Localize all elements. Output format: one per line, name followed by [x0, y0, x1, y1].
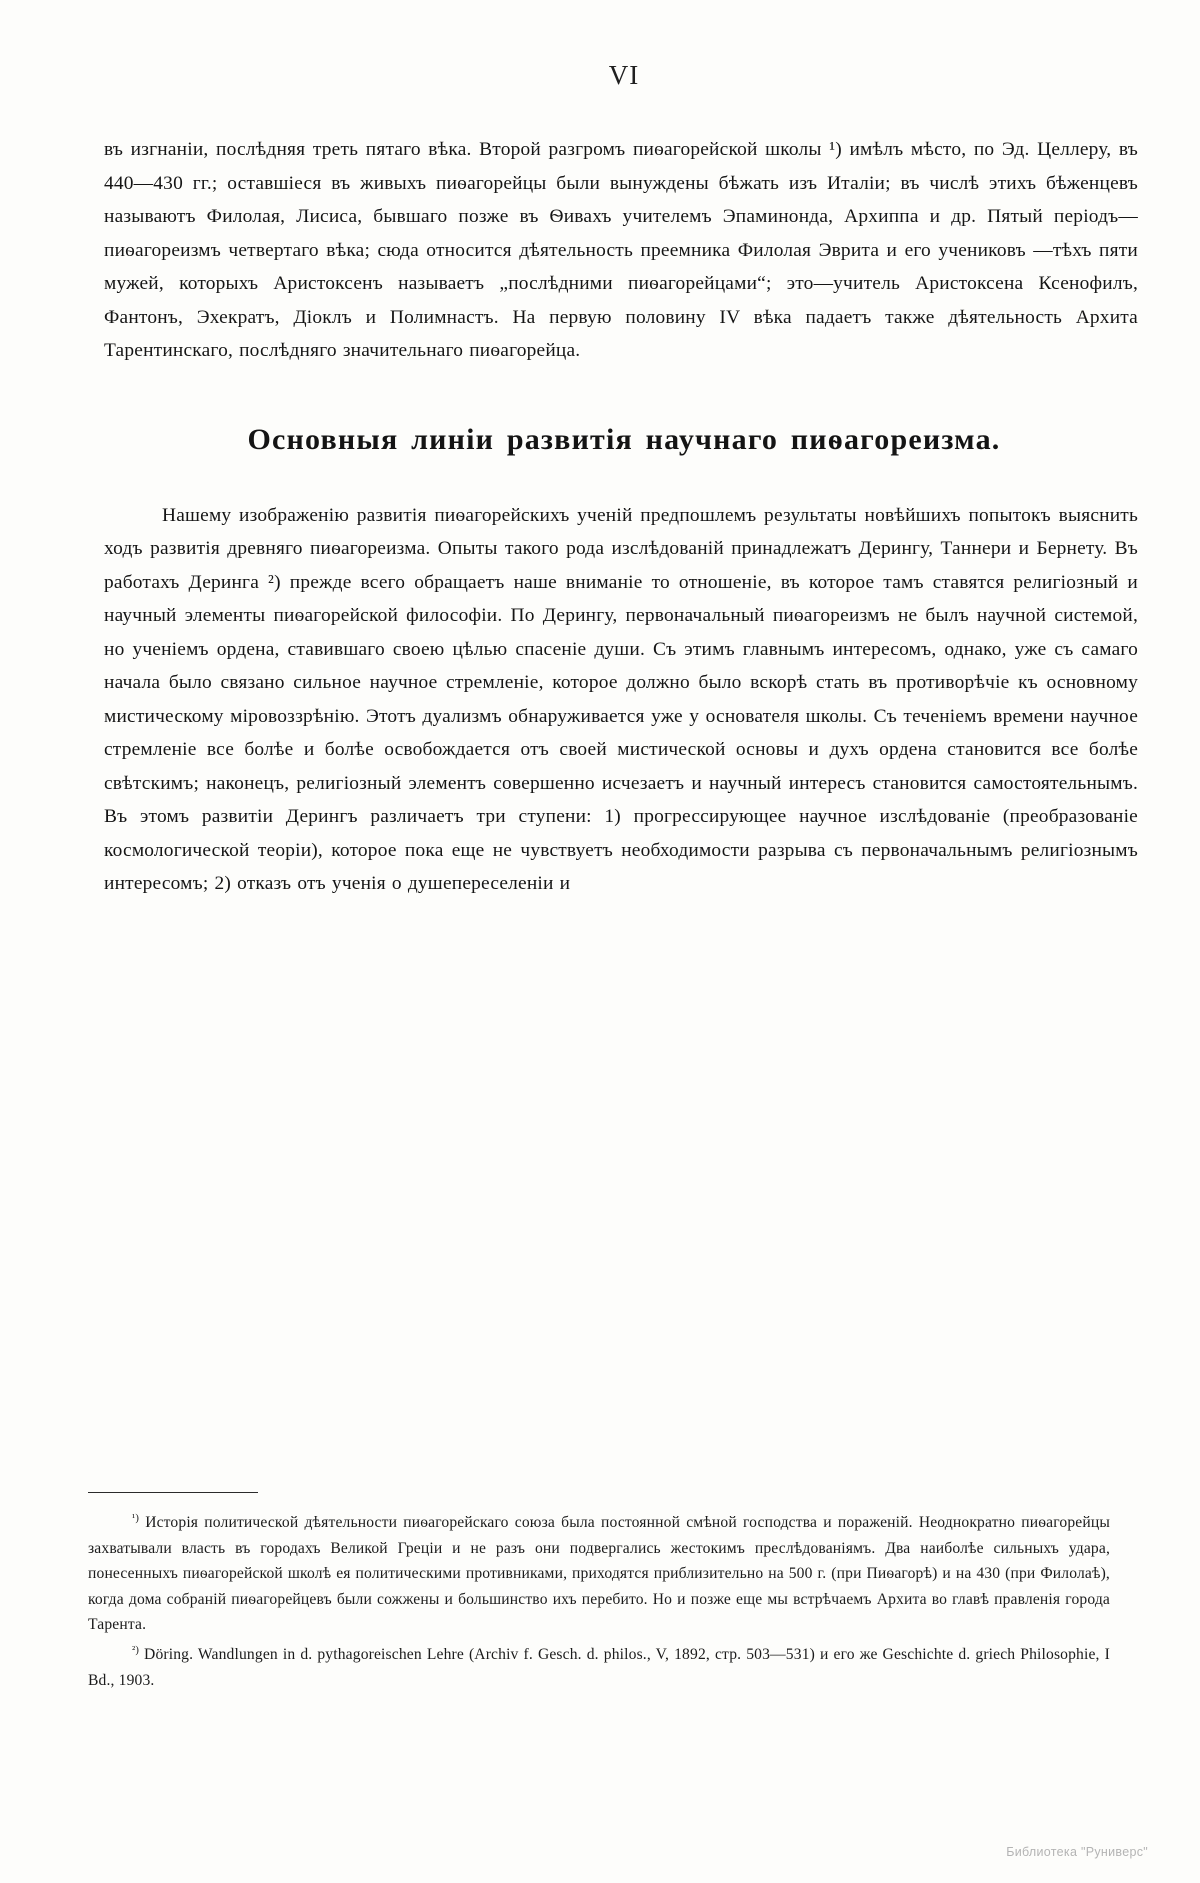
footnote-item	[88, 1510, 1110, 1638]
library-watermark: Библиотека "Руниверс"	[1006, 1845, 1148, 1859]
footnote-marker: ²)	[132, 1644, 140, 1656]
paragraph-continuation: въ изгнаніи, послѣдняя треть пятаго вѣка. Второй разгромъ пиѳагорейской школы ¹) имѣлъ мѣсто, по Эд. Целлеру, въ 440—430 гг.; оставшіеся въ живыхъ пиѳагорейцы были вынуждены бѣжать изъ Италіи; въ числѣ этихъ бѣженцевъ называютъ Филолая, Лисиса, бывшаго позже въ Ѳивахъ учителемъ Эпаминонда, Архиппа и др. Пятый періодъ—пиѳагореизмъ четвертаго вѣка; сюда относится дѣятельность преемника Филолая Эврита и его учениковъ —тѣхъ пяти мужей, которыхъ Аристоксенъ называетъ „послѣдними пиѳагорейцами“; это—учитель Аристоксена Ксенофилъ, Фантонъ, Эхекратъ, Діоклъ и Полимнастъ. На первую половину IV вѣка падаетъ также дѣятельность Архита Тарентинскаго, послѣдняго значительнаго пиѳагорейца.	[104, 139, 1138, 361]
paragraph-body-text: Нашему изображенію развитія пиѳагорейскихъ ученій предпошлемъ результаты новѣйшихъ попытокъ выяснить ходъ развитія древняго пиѳагореизма. Опыты такого рода изслѣдованій принадлежатъ Дерингу, Таннери и Бернету. Въ работахъ Деринга ²) прежде всего обращаетъ наше вниманіе то отношеніе, въ которое тамъ ставятся религіозный и научный элементы пиѳагорейской философіи. По Дерингу, первоначальный пиѳагореизмъ не былъ научной системой, но ученіемъ ордена, ставившаго своею цѣлью спасеніе души. Съ этимъ главнымъ интересомъ, однако, уже съ самаго начала было связано сильное научное стремленіе, которое должно было вскорѣ стать въ противорѣчіе къ основному мистическому міровоззрѣнію. Этотъ дуализмъ обнаруживается уже у основателя школы. Съ теченіемъ времени научное стремленіе все болѣе и болѣе освобождается отъ своей мистической основы и духъ ордена становится все болѣе свѣтскимъ; наконецъ, религіозный элементъ совершенно исчезаетъ и научный интересъ становится самостоятельнымъ. Въ этомъ развитіи Дерингъ различаетъ три ступени: 1) прогрессирующее научное изслѣдованіе (преобразованіе космологической теоріи), которое пока еще не чувствуетъ необходимости разрыва съ первоначальнымъ религіознымъ интересомъ; 2) отказъ отъ ученія о душепереселеніи и	[104, 504, 1138, 894]
footnote-marker: ¹)	[132, 1512, 140, 1524]
footnote-text: Исторія политической дѣятельности пиѳагорейскаго союза была постоянной смѣной господства и пораженій. Неоднократно пиѳагорейцы захватывали власть въ городахъ Великой Греціи и не разъ они подвергались жестокимъ преслѣдованіямъ. Два наиболѣе сильныхъ удара, понесенныхъ пиѳагорейской школѣ ея политическими противниками, приходятся приблизительно на 500 г. (при Пиѳагорѣ) и на 430 (при Филолаѣ), когда дома собраній пиѳагорейцевъ были сожжены и большинство ихъ перебито. Но и позже еще мы встрѣчаемъ Архита во главѣ правленія города Тарента.	[88, 1514, 1110, 1634]
section-heading: Основныя линіи развитія научнаго пиѳагореизма.	[247, 422, 1001, 456]
footnote-block	[88, 1510, 1110, 1697]
footnote-text: Döring. Wandlungen in d. pythagoreischen Lehre (Archiv f. Gesch. d. philos., V, 1892, стр. 503—531) и его же Geschichte d. griech Philosophie, I Bd., 1903.	[88, 1645, 1110, 1689]
paragraph-body	[104, 499, 1144, 901]
footnote-separator-rule	[88, 1492, 258, 1493]
page-content	[104, 60, 1144, 901]
footnote-item	[88, 1642, 1110, 1693]
page-number: VI	[608, 60, 640, 90]
